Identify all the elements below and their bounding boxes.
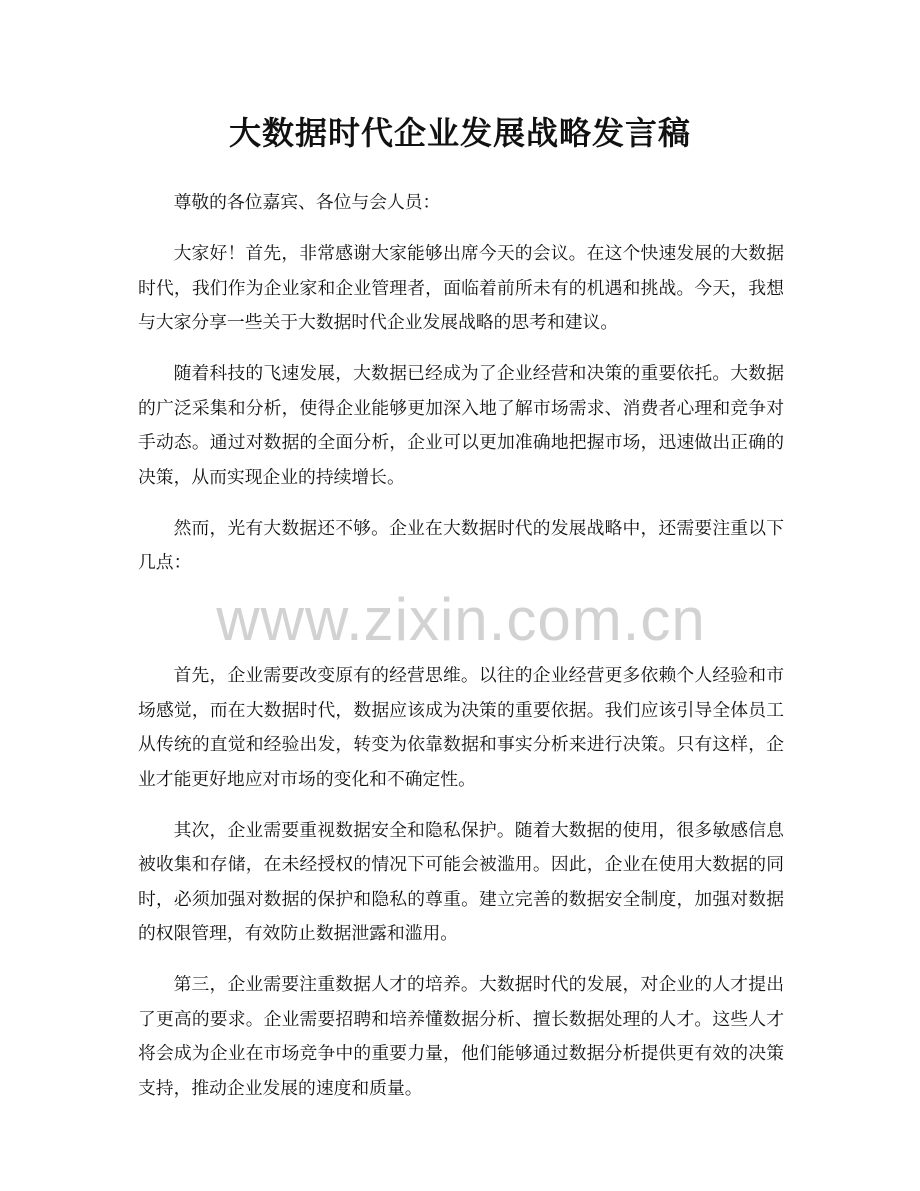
paragraph: 第三，企业需要注重数据人才的培养。大数据时代的发展，对企业的人才提出了更高的要求。企业需要招聘和培养懂数据分析、擅长数据处理的人才。这些人才将会成为企业在市场竞争中的重要力量，他们能够通过数据分析提供更有效的决策支持，推动企业发展的速度和质量。 <box>138 974 784 1099</box>
paragraph: 大家好！首先，非常感谢大家能够出席今天的会议。在这个快速发展的大数据时代，我们作为企业家和企业管理者，面临着前所未有的机遇和挑战。今天，我想与大家分享一些关于大数据时代企业发展战略的思考和建议。 <box>138 243 784 333</box>
document-body <box>138 186 784 1123</box>
paragraph: 然而，光有大数据还不够。企业在大数据时代的发展战略中，还需要注重以下几点： <box>138 517 784 573</box>
paragraph: 首先，企业需要改变原有的经营思维。以往的企业经营更多依赖个人经验和市场感觉，而在大数据时代，数据应该成为决策的重要依据。我们应该引导全体员工从传统的直觉和经验出发，转变为依靠数据和事实分析来进行决策。只有这样，企业才能更好地应对市场的变化和不确定性。 <box>138 665 784 790</box>
watermark: www.zixin.com.cn <box>216 586 706 653</box>
salutation: 尊敬的各位嘉宾、各位与会人员： <box>173 192 441 213</box>
paragraph: 其次，企业需要重视数据安全和隐私保护。随着大数据的使用，很多敏感信息被收集和存储，在未经授权的情况下可能会被滥用。因此，企业在使用大数据的同时，必须加强对数据的保护和隐私的尊重。建立完善的数据安全制度，加强对数据的权限管理，有效防止数据泄露和滥用。 <box>138 819 784 944</box>
paragraph: 随着科技的飞速发展，大数据已经成为了企业经营和决策的重要依托。大数据的广泛采集和分析，使得企业能够更加深入地了解市场需求、消费者心理和竞争对手动态。通过对数据的全面分析，企业可以更加准确地把握市场，迅速做出正确的决策，从而实现企业的持续增长。 <box>138 363 784 488</box>
document-title: 大数据时代企业发展战略发言稿 <box>228 114 691 152</box>
